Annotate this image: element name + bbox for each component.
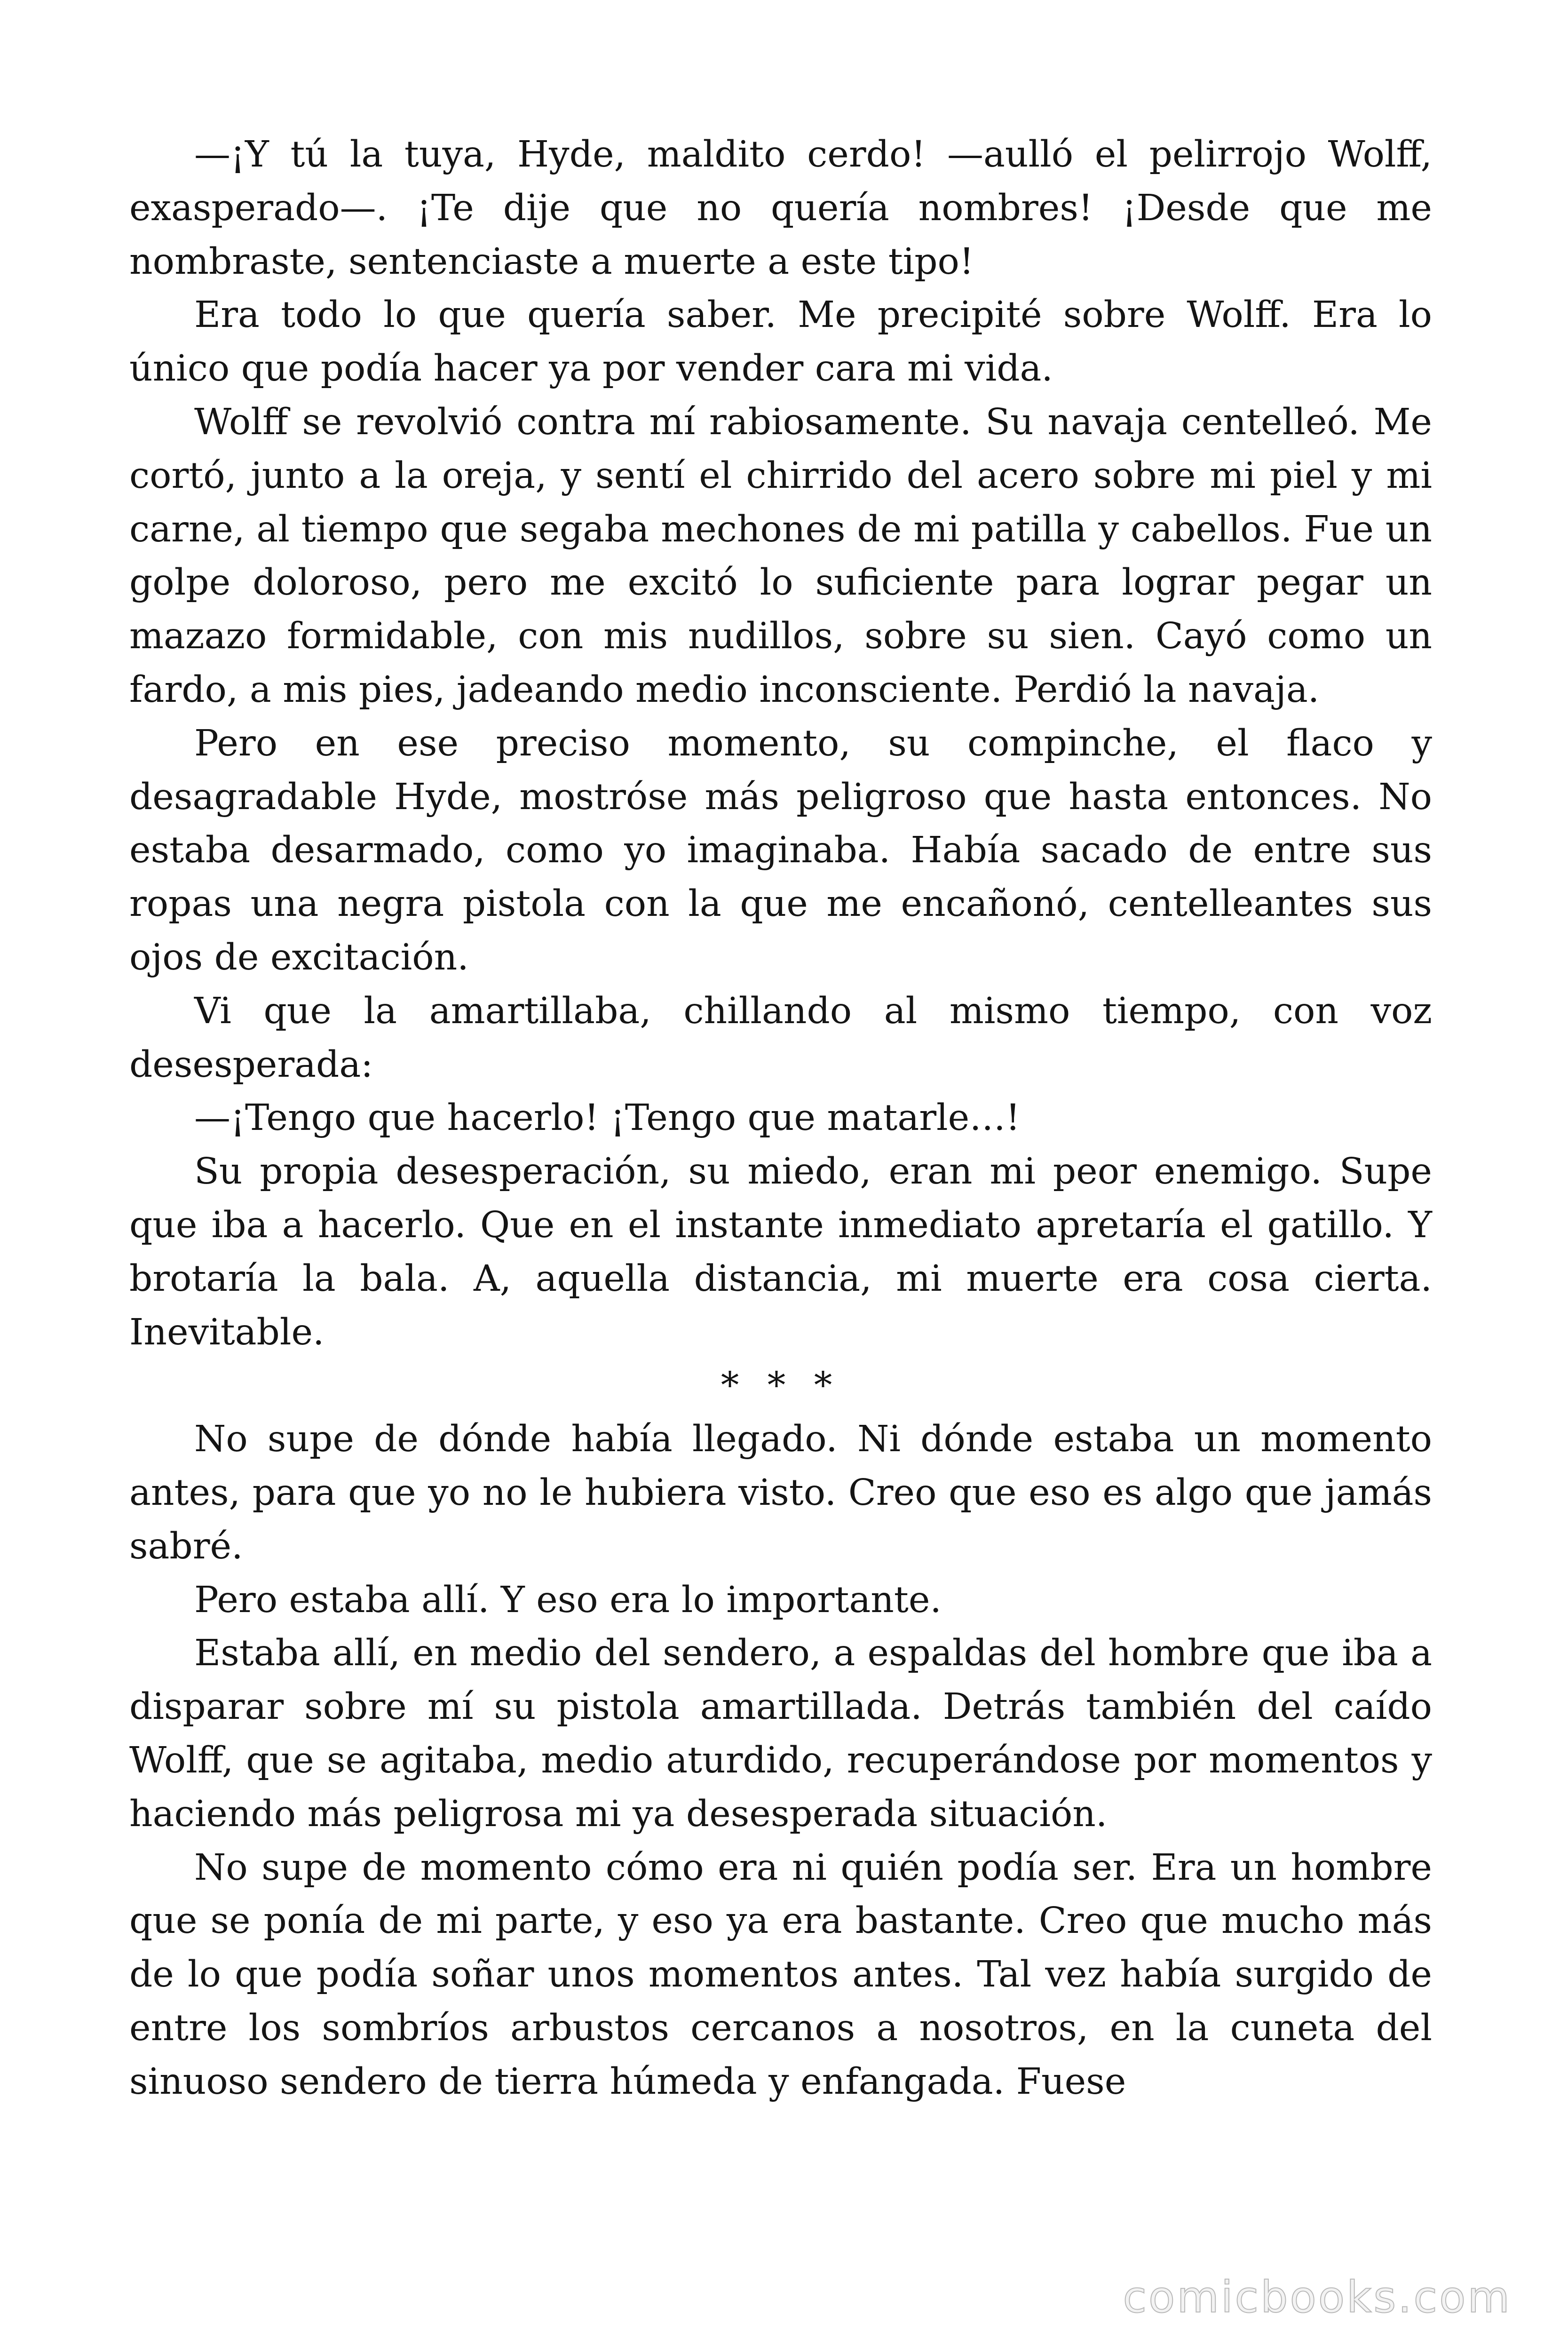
body-text bbox=[129, 128, 1432, 2108]
paragraph: Wolff se revolvió contra mí rabiosamente. Su navaja centelleó. Me cortó, junto a la oreja, y sentí el chirrido del acero sobre mi piel y mi carne, al tiempo que segaba mechones de mi patilla y cabellos. Fue un golpe doloroso, pero me excitó lo suficiente para lograr pegar un mazazo formidable, con mis nudillos, sobre su sien. Cayó como un fardo, a mis pies, jadeando medio inconsciente. Perdió la navaja. bbox=[129, 401, 1432, 711]
watermark: comicbooks.com bbox=[1123, 2272, 1512, 2322]
paragraph: Vi que la amartillaba, chillando al mismo tiempo, con voz desesperada: bbox=[129, 990, 1432, 1086]
paragraph: Pero estaba allí. Y eso era lo importante. bbox=[194, 1579, 942, 1621]
paragraph: —¡Tengo que hacerlo! ¡Tengo que matarle…! bbox=[194, 1097, 1021, 1139]
paragraph: Su propia desesperación, su miedo, eran mi peor enemigo. Supe que iba a hacerlo. Que en el instante inmediato apretaría el gatillo. Y brotaría la bala. A, aquella distancia, mi muerte era cosa cierta. Inevitable. bbox=[129, 1151, 1432, 1353]
paragraph: No supe de dónde había llegado. Ni dónde estaba un momento antes, para que yo no le hubiera visto. Creo que eso es algo que jamás sabré. bbox=[129, 1418, 1432, 1567]
paragraph: Era todo lo que quería saber. Me precipité sobre Wolff. Era lo único que podía hacer ya por vender cara mi vida. bbox=[129, 294, 1432, 390]
section-break: * * * bbox=[721, 1365, 841, 1407]
paragraph: Pero en ese preciso momento, su compinche, el flaco y desagradable Hyde, mostróse más peligroso que hasta entonces. No estaba desarmado, como yo imaginaba. Había sacado de entre sus ropas una negra pistola con la que me encañonó, centelleantes sus ojos de excitación. bbox=[129, 722, 1432, 978]
paragraph: —¡Y tú la tuya, Hyde, maldito cerdo! —aulló el pelirrojo Wolff, exasperado—. ¡Te dije que no quería nombres! ¡Desde que me nombraste, sentenciaste a muerte a este tipo! bbox=[129, 134, 1432, 283]
paragraph: No supe de momento cómo era ni quién podía ser. Era un hombre que se ponía de mi parte, y eso ya era bastante. Creo que mucho más de lo que podía soñar unos momentos antes. Tal vez había surgido de entre los sombríos arbustos cercanos a nosotros, en la cuneta del sinuoso sendero de tierra húmeda y enfangada. Fuese bbox=[129, 1846, 1432, 2103]
paragraph: Estaba allí, en medio del sendero, a espaldas del hombre que iba a disparar sobre mí su pistola amartillada. Detrás también del caído Wolff, que se agitaba, medio aturdido, recuperándose por momentos y haciendo más peligrosa mi ya desesperada situación. bbox=[129, 1632, 1432, 1835]
